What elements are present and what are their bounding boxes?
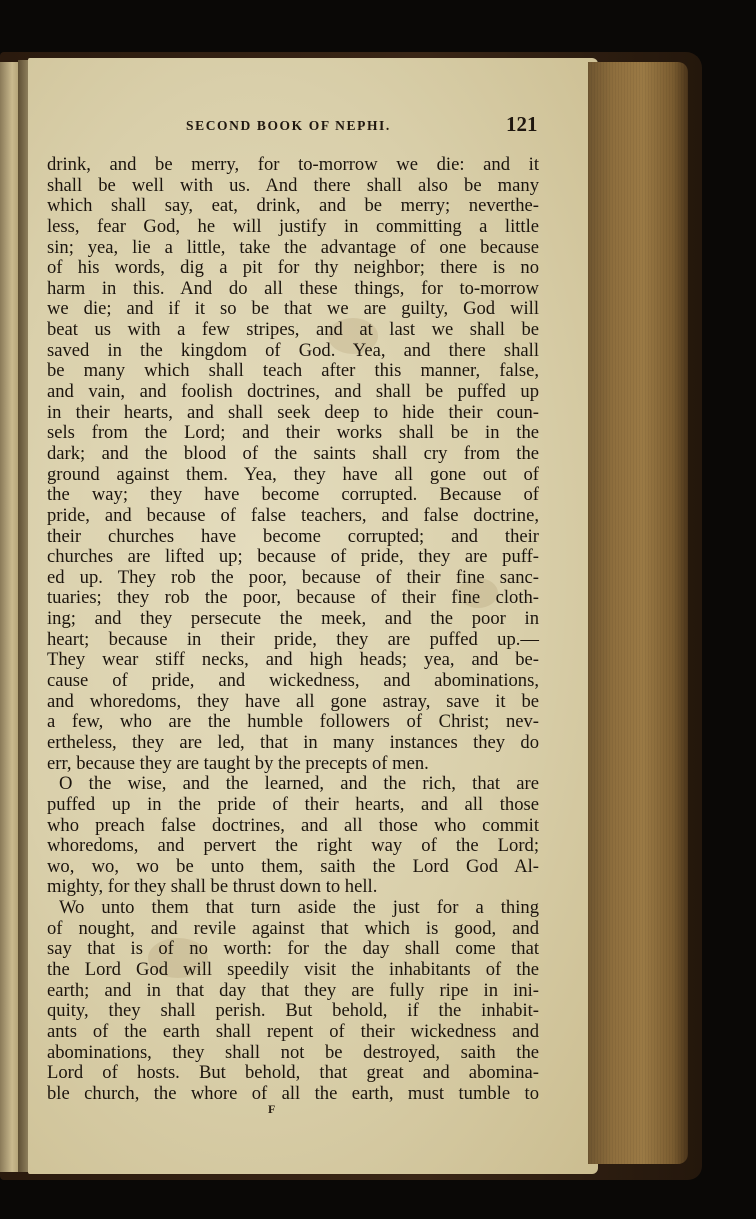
text-line: ground against them. Yea, they have all gone out of xyxy=(47,463,539,485)
page-number: 121 xyxy=(506,112,538,136)
text-line: pride, and because of false teachers, and false doctrine, xyxy=(47,504,539,526)
running-title: SECOND BOOK OF NEPHI. xyxy=(186,118,391,133)
text-line: err, because they are taught by the precepts of men. xyxy=(47,752,429,774)
text-line: beat us with a few stripes, and at last we shall be xyxy=(47,319,539,341)
text-line: ing; and they persecute the meek, and the poor in xyxy=(47,608,539,630)
text-line: less, fear God, he will justify in committing a little xyxy=(47,215,539,237)
text-line: of his words, dig a pit for thy neighbor; there is no xyxy=(47,257,539,279)
text-line: of nought, and revile against that which is good, and xyxy=(47,917,539,939)
page-block-fore-edge xyxy=(588,62,688,1164)
text-line: quity, they shall perish. But behold, if the inhabit- xyxy=(47,1000,539,1022)
text-line: cause of pride, and wickedness, and abominations, xyxy=(47,670,539,692)
text-line: tuaries; they rob the poor, because of their fine cloth- xyxy=(47,587,539,609)
text-line: heart; because in their pride, they are puffed up.— xyxy=(47,628,539,650)
text-line: puffed up in the pride of their hearts, and all those xyxy=(47,793,539,815)
text-line: ants of the earth shall repent of their wickedness and xyxy=(47,1020,539,1042)
signature-mark: F xyxy=(268,1102,276,1116)
text-line: sin; yea, lie a little, take the advantage of one because xyxy=(47,236,539,258)
text-line: wo, wo, wo be unto them, saith the Lord God Al- xyxy=(47,855,539,877)
text-line: which shall say, eat, drink, and be merry; neverthe- xyxy=(47,195,539,217)
text-line: O the wise, and the learned, and the rich, that are xyxy=(59,773,539,795)
text-line: Lord of hosts. But behold, that great and abomina- xyxy=(47,1062,539,1084)
text-line: Wo unto them that turn aside the just for a thing xyxy=(59,897,539,919)
text-line: whoredoms, and pervert the right way of the Lord; xyxy=(47,835,539,857)
text-line: abominations, they shall not be destroyed, saith the xyxy=(47,1041,539,1063)
text-line: and vain, and foolish doctrines, and shall be puffed up xyxy=(47,381,539,403)
text-line: sels from the Lord; and their works shall be in the xyxy=(47,422,539,444)
text-line: dark; and the blood of the saints shall cry from the xyxy=(47,442,539,464)
text-line: we die; and if it so be that we are guilty, God will xyxy=(47,298,539,320)
text-line: the Lord God will speedily visit the inhabitants of the xyxy=(47,958,539,980)
text-line: say that is of no worth: for the day shall come that xyxy=(47,938,539,960)
text-line: earth; and in that day that they are fully ripe in ini- xyxy=(47,979,539,1001)
text-line: their churches have become corrupted; and their xyxy=(47,525,539,547)
text-line: in their hearts, and shall seek deep to hide their coun- xyxy=(47,401,539,423)
text-line: ed up. They rob the poor, because of their fine sanc- xyxy=(47,566,539,588)
text-line: ertheless, they are led, that in many instances they do xyxy=(47,731,539,753)
text-line: saved in the kingdom of God. Yea, and there shall xyxy=(47,339,539,361)
text-line: who preach false doctrines, and all those who commit xyxy=(47,814,539,836)
text-line: shall be well with us. And there shall also be many xyxy=(47,174,539,196)
text-line: harm in this. And do all these things, for to-morrow xyxy=(47,277,539,299)
text-line: churches are lifted up; because of pride, they are puff- xyxy=(47,546,539,568)
page-header xyxy=(28,112,598,144)
text-line: be many which shall teach after this manner, false, xyxy=(47,360,539,382)
text-line: the way; they have become corrupted. Because of xyxy=(47,484,539,506)
text-line: and whoredoms, they have all gone astray, save it be xyxy=(47,690,539,712)
page-body-text xyxy=(47,155,539,1104)
text-line: ble church, the whore of all the earth, must tumble to xyxy=(47,1082,539,1104)
text-line: a few, who are the humble followers of Christ; nev- xyxy=(47,711,539,733)
text-line: mighty, for they shall be thrust down to hell. xyxy=(47,876,378,898)
text-line: drink, and be merry, for to-morrow we die: and it xyxy=(47,154,539,175)
text-line: They wear stiff necks, and high heads; yea, and be- xyxy=(47,649,539,671)
